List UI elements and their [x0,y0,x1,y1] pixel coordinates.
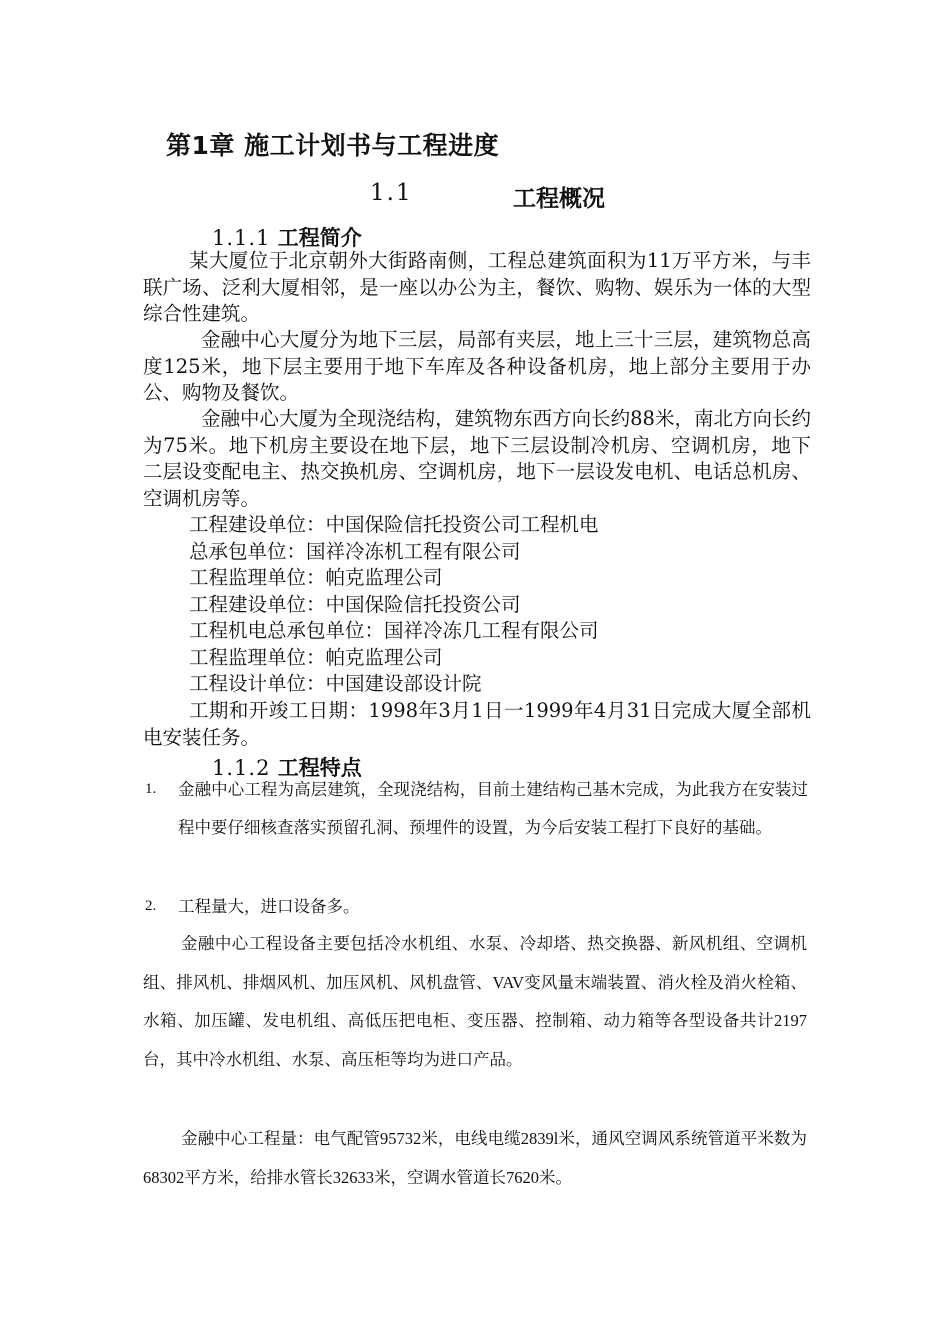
schedule-paragraph: 工期和开竣工日期：1998年3月1日一1999年4月31日完成大厦全部机电安装任务。 [143,699,811,749]
info-line: 工程设计单位：中国建设部设计院 [189,672,482,695]
info-line: 工程监理单位：帕克监理公司 [189,566,443,589]
info-line: 总承包单位：国祥冷冻机工程有限公司 [189,540,521,563]
info-line: 工程建设单位：中国保险信托投资公司 [189,593,521,616]
list-item-number: 2. [145,898,157,914]
info-line: 工程机电总承包单位：国祥冷冻几工程有限公司 [189,619,599,642]
list-item-text: 金融中心工程为高层建筑，全现浇结构，目前土建结构己基木完成，为此我方在安装过程中要仔细核查落实预留孔洞、预埋件的设置，为今后安装工程打下良好的基础。 [178,780,808,837]
section-title: 工程概况 [513,186,605,212]
info-line: 工程监理单位：帕克监理公司 [189,646,443,669]
subsection-number: 1.1.2 [212,756,271,780]
list-item-text: 工程量大，进口设备多。 [178,897,360,916]
body-paragraph: 金融中心工程设备主要包括冷水机组、水泵、冷却塔、热交换器、新风机组、空调机组、排风机、排烟风机、加压风机、风机盘管、VAV变风量末端装置、消火栓及消火栓箱、水箱、加压罐、发电机组、高低压把电柜、变压器、控制箱、动力箱等各型设备共计2197台，其中冷水机组、水泵、高压柜等均为进口产品。 [143,934,807,1069]
chapter-title: 第1章 施工计划书与工程进度 [166,131,500,160]
section-number: 1.1 [370,180,413,206]
subsection-title: 工程简介 [277,226,362,250]
subsection-number: 1.1.1 [212,226,271,250]
intro-paragraph: 金融中心大厦分为地下三层，局部有夹层，地上三十三层，建筑物总高度125米，地下层主要用于地下车库及各种设备机房，地上部分主要用于办公、购物及餐饮。 [143,328,811,404]
list-item-number: 1. [145,781,157,797]
intro-paragraph: 某大厦位于北京朝外大街路南侧，工程总建筑面积为11万平方米，与丰联广场、泛利大厦相邻，是一座以办公为主，餐饮、购物、娱乐为一体的大型综合性建筑。 [143,249,811,325]
intro-paragraph: 金融中心大厦为全现浇结构，建筑物东西方向长约88米，南北方向长约为75米。地下机房主要设在地下层，地下三层设制冷机房、空调机房，地下二层设变配电主、热交换机房、空调机房，地下一层设发电机、电话总机房、空调机房等。 [143,407,811,510]
info-line: 工程建设单位：中国保险信托投资公司工程机电 [189,513,599,536]
subsection-title: 工程特点 [277,756,362,780]
body-paragraph: 金融中心工程量：电气配管95732米，电线电缆2839l米，通风空调风系统管道平米数为68302平方米，给排水管长32633米，空调水管道长7620米。 [143,1129,807,1187]
